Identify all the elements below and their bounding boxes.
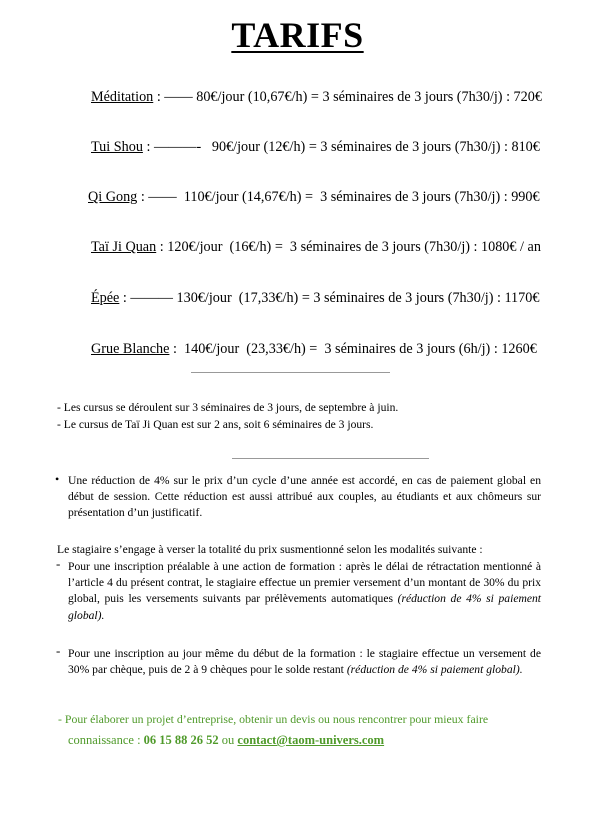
tarif-detail: 130€/jour (17,33€/h) = 3 séminaires de 3 jours (7h30/j) : 1170€ — [172, 290, 540, 306]
tarif-detail: 140€/jour (23,33€/h) = 3 séminaires de 3 jours (6h/j) : 1260€ — [176, 341, 537, 357]
tarif-detail: 90€/jour (12€/h) = 3 séminaires de 3 jours (7h30/j) : 810€ — [201, 139, 540, 155]
phone-number: 06 15 88 26 52 — [143, 733, 219, 747]
tarif-separator: : ———- — [142, 139, 202, 155]
tarif-detail: 80€/jour (10,67€/h) = 3 séminaires de 3 jours (7h30/j) : 720€ — [192, 89, 542, 105]
reduction-paragraph: Une réduction de 4% sur le prix d’un cycle d’une année est accordé, en cas de paiement global en début de session. Cette réduction est aussi attribué aux couples, au étudiants et aux chômeurs sur présentation d’un justificatif. — [68, 474, 541, 520]
modalite-reduction-note: (réduction de 4% si paiement global). — [68, 592, 541, 622]
bullet-icon: • — [55, 472, 60, 486]
tarif-line-meditation — [91, 89, 542, 106]
modalite-reduction-note: (réduction de 4% si paiement global). — [346, 663, 523, 677]
dash-marker: - — [56, 643, 61, 658]
tarif-detail: 120€/jour (16€/h) = 3 séminaires de 3 jours (7h30/j) : 1080€ / an — [163, 239, 541, 255]
modalite-text: Pour une inscription préalable à une action de formation : après le délai de rétractation mentionné à l’article 4 du présent contrat, le stagiaire effectue un premier versement d’un montant de 30% du prix global, puis les versements suivants par prélèvements automatiques — [68, 560, 541, 606]
modalite-inscription-jour-meme — [68, 646, 541, 678]
tarif-separator: : — [169, 341, 177, 357]
note-cursus: - Les cursus se déroulent sur 3 séminaires de 3 jours, de septembre à juin. — [57, 401, 399, 414]
tarif-line-epee — [91, 290, 539, 307]
tarif-name: Méditation — [91, 89, 154, 105]
tarif-separator: : —— — [153, 89, 193, 105]
tarif-separator: : — [156, 239, 164, 255]
divider — [232, 458, 429, 459]
tarif-line-grue-blanche — [91, 341, 537, 358]
tarif-name: Qi Gong — [88, 189, 138, 205]
dash-marker: - — [56, 556, 61, 571]
tarif-name: Épée — [91, 290, 120, 306]
tarif-line-qi-gong — [88, 189, 540, 206]
email-link[interactable]: contact@taom-univers.com — [237, 733, 385, 747]
tarif-line-tui-shou — [91, 139, 540, 156]
tarif-separator: : —— — [137, 189, 177, 205]
tarif-detail: 110€/jour (14,67€/h) = 3 séminaires de 3 jours (7h30/j) : 990€ — [176, 189, 540, 205]
page-title: TARIFS — [231, 15, 364, 55]
contact-or: ou — [218, 733, 238, 747]
divider — [191, 372, 390, 373]
modalite-inscription-prealable — [68, 559, 541, 624]
modalite-text: Pour une inscription au jour même du début de la formation : le stagiaire effectue un versement de 30% par chèque, puis de 2 à 9 chèques pour le solde restant — [68, 647, 541, 677]
note-tai-ji-quan: - Le cursus de Taï Ji Quan est sur 2 ans, soit 6 séminaires de 3 jours. — [57, 418, 374, 431]
contact-prefix: connaissance : — [68, 733, 144, 747]
contact-intro: - Pour élaborer un projet d’entreprise, obtenir un devis ou nous rencontrer pour mieux faire — [58, 712, 489, 726]
tarif-line-tai-ji-quan — [91, 239, 541, 256]
engagement-intro: Le stagiaire s’engage à verser la totalité du prix susmentionné selon les modalités suivante : — [57, 543, 483, 556]
tarif-separator: : ——— — [119, 290, 173, 306]
contact-line — [68, 733, 384, 748]
tarif-name: Taï Ji Quan — [91, 239, 157, 255]
tarif-name: Grue Blanche — [91, 341, 170, 357]
tarif-name: Tui Shou — [91, 139, 143, 155]
